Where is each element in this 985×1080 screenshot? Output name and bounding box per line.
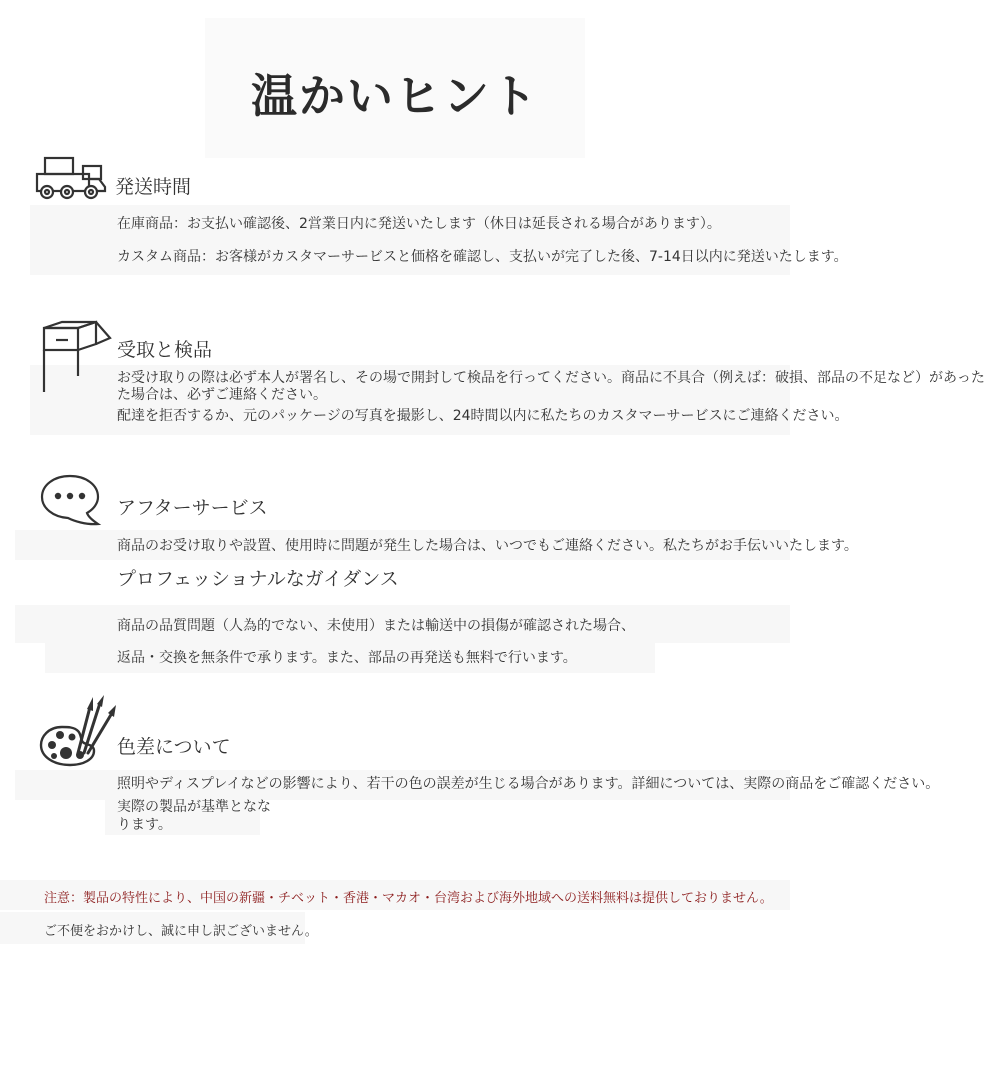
after-service-heading: アフターサービス xyxy=(117,497,268,519)
color-line-3: ります。 xyxy=(117,817,172,833)
guidance-line-1: 商品の品質問題（人為的でない、未使用）または輸送中の損傷が確認された場合、 xyxy=(117,618,635,634)
notice-text: 注意：製品の特性により、中国の新疆・チベット・香港・マカオ・台湾および海外地域への送料無料は提供しておりません。 xyxy=(44,891,773,906)
apology-text: ご不便をおかけし、誠に申し訳ございません。 xyxy=(44,924,318,939)
receipt-heading: 受取と検品 xyxy=(117,339,213,361)
receipt-line-3: 配達を拒否するか、元のパッケージの写真を撮影し、24時間以内に私たちのカスタマーサービスにご連絡ください。 xyxy=(117,408,849,424)
color-heading: 色差について xyxy=(117,736,231,758)
shipping-line-2: カスタム商品：お客様がカスタマーサービスと価格を確認し、支払いが完了した後、7-14日以内に発送いたします。 xyxy=(117,249,848,265)
palette-icon xyxy=(38,697,116,769)
page-title: 温かいヒント xyxy=(251,69,539,123)
color-line-1: 照明やディスプレイなどの影響により、若干の色の誤差が生じる場合があります。詳細については、実際の商品をご確認ください。 xyxy=(117,776,940,792)
guidance-line-2: 返品・交換を無条件で承ります。また、部品の再発送も無料で行います。 xyxy=(117,650,577,666)
shipping-heading: 発送時間 xyxy=(115,176,192,198)
box-icon xyxy=(40,318,114,398)
after-service-line-1: 商品のお受け取りや設置、使用時に問題が発生した場合は、いつでもご連絡ください。私たちがお手伝いいたします。 xyxy=(117,538,858,554)
receipt-line-1: お受け取りの際は必ず本人が署名し、その場で開封して検品を行ってください。商品に不具合（例えば：破損、部品の不足など）があった xyxy=(117,370,985,386)
truck-icon xyxy=(33,155,111,201)
guidance-subheading: プロフェッショナルなガイダンス xyxy=(117,568,399,590)
receipt-line-2: た場合は、必ずご連絡ください。 xyxy=(117,387,327,403)
shipping-line-1: 在庫商品：お支払い確認後、2営業日内に発送いたします（休日は延長される場合があります）。 xyxy=(117,216,721,232)
speech-bubble-icon xyxy=(40,473,104,529)
color-line-2: 実際の製品が基準となな xyxy=(117,799,271,815)
